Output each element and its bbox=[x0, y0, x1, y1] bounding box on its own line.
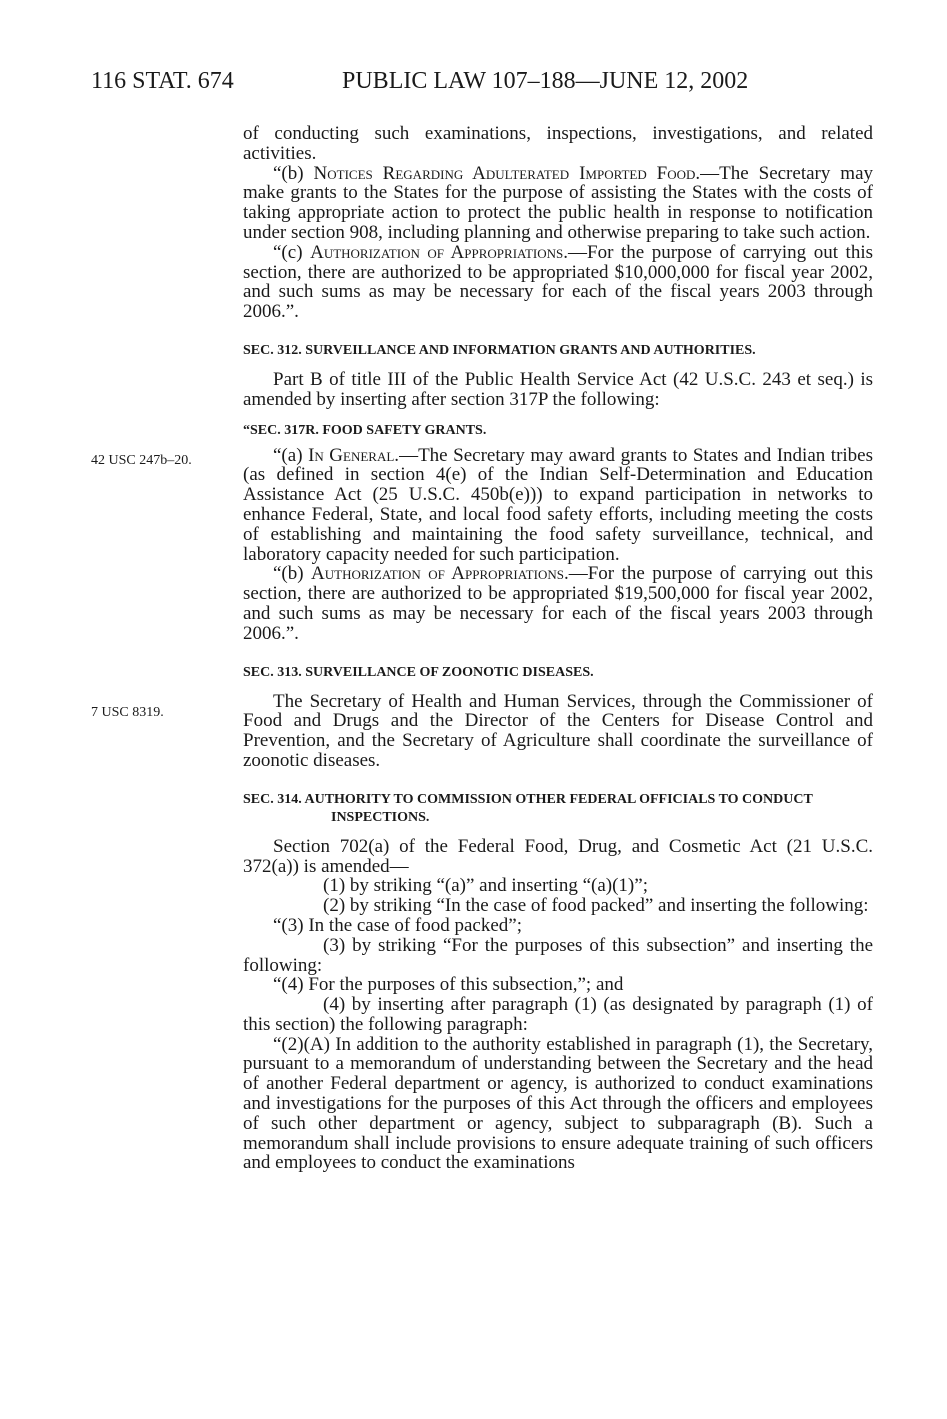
continuation-paragraph: of conducting such examinations, inspections, investigations, and related activities. bbox=[243, 123, 873, 164]
section-314-item-2: (2) by striking “In the case of food packed” and inserting the following: bbox=[323, 895, 869, 917]
section-313-body: The Secretary of Health and Human Services, through the Commissioner of Food and Drugs and the Director of the Centers for Disease Control and Prevention, and the Secretary of Agriculture shall coordinate the surveillance of zoonotic diseases. bbox=[243, 690, 873, 771]
running-title: PUBLIC LAW 107–188—JUNE 12, 2002 bbox=[342, 68, 749, 94]
section-314-quote-4: “(4) For the purposes of this subsection,”; and bbox=[273, 974, 624, 996]
section-313-heading: SEC. 313. SURVEILLANCE OF ZOONOTIC DISEASES. bbox=[243, 664, 594, 680]
section-312-body: Part B of title III of the Public Health Service Act (42 U.S.C. 243 et seq.) is amended by inserting after section 317P the following: bbox=[243, 368, 873, 410]
section-314-item-3: (3) by striking “For the purposes of this subsection” and inserting the following: bbox=[243, 934, 873, 976]
subsection-b-notices: “(b) Notices Regarding Adulterated Imported Food.—The Secretary may make grants to the States for the purpose of assisting the States with the costs of taking appropriate action to protect the public health in response to notification under section 908, including planning and otherwise preparing to take such action. bbox=[243, 162, 874, 243]
section-314-item-4: (4) by inserting after paragraph (1) (as designated by paragraph (1) of this section) the following paragraph: bbox=[243, 994, 873, 1035]
section-312-heading: SEC. 312. SURVEILLANCE AND INFORMATION GRANTS AND AUTHORITIES. bbox=[243, 342, 756, 358]
page-header bbox=[0, 68, 947, 108]
subsection-c-appropriations: “(c) Authorization of Appropriations.—For the purpose of carrying out this section, there are authorized to be appropriated $10,000,000 for fiscal year 2002, and such sums as may be necessary for each of the fiscal years 2003 through 2006.”. bbox=[243, 241, 873, 323]
section-317r-subsection-a: “(a) In General.—The Secretary may award grants to States and Indian tribes (as defined in section 4(e) of the Indian Self-Determination and Education Assistance Act (25 U.S.C. 450b(e))) to expand participation in networks to enhance Federal, State, and local food safety efforts, including meeting the costs of establishing and maintaining the food safety surveillance, technical, and laboratory capacity needed for such participation. bbox=[243, 444, 873, 565]
section-314-quote-3: “(3) In the case of food packed”; bbox=[273, 914, 522, 936]
page-body bbox=[243, 124, 873, 1173]
section-314-heading: SEC. 314. AUTHORITY TO COMMISSION OTHER FEDERAL OFFICIALS TO CONDUCT INSPECTIONS. bbox=[243, 791, 813, 825]
section-314-intro: Section 702(a) of the Federal Food, Drug, and Cosmetic Act (21 U.S.C. 372(a)) is amended— bbox=[243, 835, 873, 877]
section-317r-heading: “SEC. 317R. FOOD SAFETY GRANTS. bbox=[243, 422, 487, 438]
section-314-paragraph-2a: “(2)(A) In addition to the authority established in paragraph (1), the Secretary, pursuant to a memorandum of understanding between the Secretary and the head of another Federal department or agency, is authorized to conduct examinations and investigations for the purposes of this Act through the officers and employees of such other department or agency, subject to subparagraph (B). Such a memorandum shall include provisions to ensure adequate training of such officers and employees to conduct the examinations bbox=[243, 1033, 873, 1174]
section-314-item-1: (1) by striking “(a)” and inserting “(a)(1)”; bbox=[323, 875, 648, 897]
margin-citation-42-usc: 42 USC 247b–20. bbox=[91, 453, 192, 468]
margin-citation-7-usc: 7 USC 8319. bbox=[91, 705, 164, 720]
section-317r-subsection-b: “(b) Authorization of Appropriations.—For the purpose of carrying out this section, there are authorized to be appropriated $19,500,000 for fiscal year 2002, and such sums as may be necessary for each of the fiscal years 2003 through 2006.”. bbox=[243, 563, 874, 644]
statute-page-number: 116 STAT. 674 bbox=[91, 68, 234, 94]
